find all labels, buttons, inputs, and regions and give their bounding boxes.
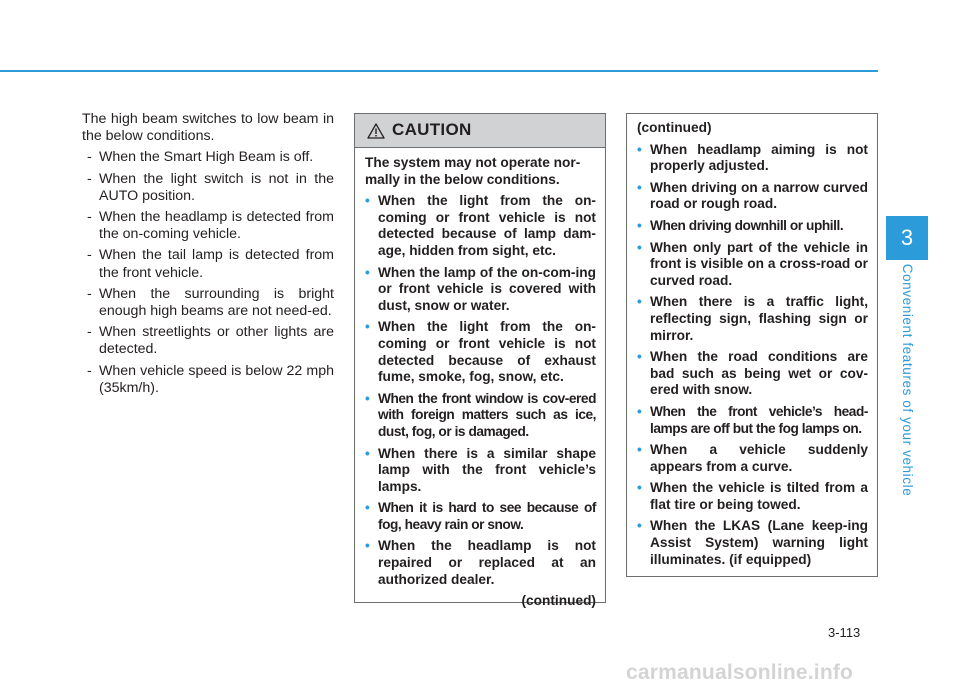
warning-triangle-icon [367,123,385,139]
list-item: • When the headlamp is not repaired or replaced at an authorized dealer. [365,538,596,587]
continued-list [637,142,868,569]
watermark: carmanualsonline.info [626,661,854,684]
left-column [82,111,334,401]
list-item: • When the road conditions are bad such as being wet or cov-ered with snow. [637,349,868,398]
top-rule [0,70,878,72]
intro-text: The high beam switches to low beam in the below conditions. [82,111,334,145]
list-item: • When the front vehicle’s head-lamps are off but the fog lamps on. [637,403,868,436]
list-item: - When the headlamp is detected from the on-coming vehicle. [87,209,334,243]
caution-title: CAUTION [392,120,472,140]
list-item: - When vehicle speed is below 22 mph (35km/h). [87,362,334,396]
list-item: • When the light from the on-coming or front vehicle is not detected because of lamp dam-age, hidden from sight, etc. [365,193,596,258]
list-item: • When the LKAS (Lane keep-ing Assist System) warning light illuminates. (if equipped) [637,518,868,567]
list-item: • When the front window is cov-ered with foreign matters such as ice, dust, fog, or is damaged. [365,390,596,439]
caution-box [354,113,606,609]
list-item: - When the surrounding is bright enough high beams are not need-ed. [87,285,334,320]
list-item: • When driving on a narrow curved road or rough road. [637,179,868,212]
list-item: • When only part of the vehicle in front is visible on a cross-road or curved road. [637,239,868,288]
list-item: • When the vehicle is tilted from a flat tire or being towed. [637,480,868,512]
list-item: • When driving downhill or uphill. [637,217,844,233]
list-item: - When the light switch is not in the AUTO position. [87,170,334,204]
list-item: • When headlamp aiming is not properly adjusted. [637,141,868,174]
list-item: • When there is a traffic light, reflecting sign, flashing sign or mirror. [637,294,868,343]
list-item: - When the tail lamp is detected from the front vehicle. [87,247,334,281]
list-item: • When the lamp of the on-com-ing or front vehicle is covered with dust, snow or water. [365,264,596,313]
condition-list [82,149,334,397]
caution-list [365,193,596,588]
list-item: • When it is hard to see because of fog, heavy rain or snow. [365,500,596,532]
page-number: 3-113 [828,625,861,640]
continued-body [627,114,877,568]
chapter-tab: 3 [886,216,928,260]
continued-box [626,113,878,577]
list-item: - When the Smart High Beam is off. [87,149,314,166]
continued-lead: (continued) [637,120,712,135]
list-item: • When the light from the on-coming or front vehicle is not detected because of exhaust fume, smoke, fog, snow, etc. [365,319,596,385]
list-item: • When there is a similar shape lamp with the front vehicle’s lamps. [365,445,596,494]
caution-lead: The system may not operate nor-mally in the below conditions. [365,155,581,187]
list-item: - When streetlights or other lights are detected. [87,324,334,358]
list-item: • When a vehicle suddenly appears from a curve. [637,442,868,474]
caution-body [355,148,605,610]
section-title: Convenient features of your vehicle [900,263,915,497]
caution-header [355,114,605,148]
continued-label: (continued) [521,593,596,609]
